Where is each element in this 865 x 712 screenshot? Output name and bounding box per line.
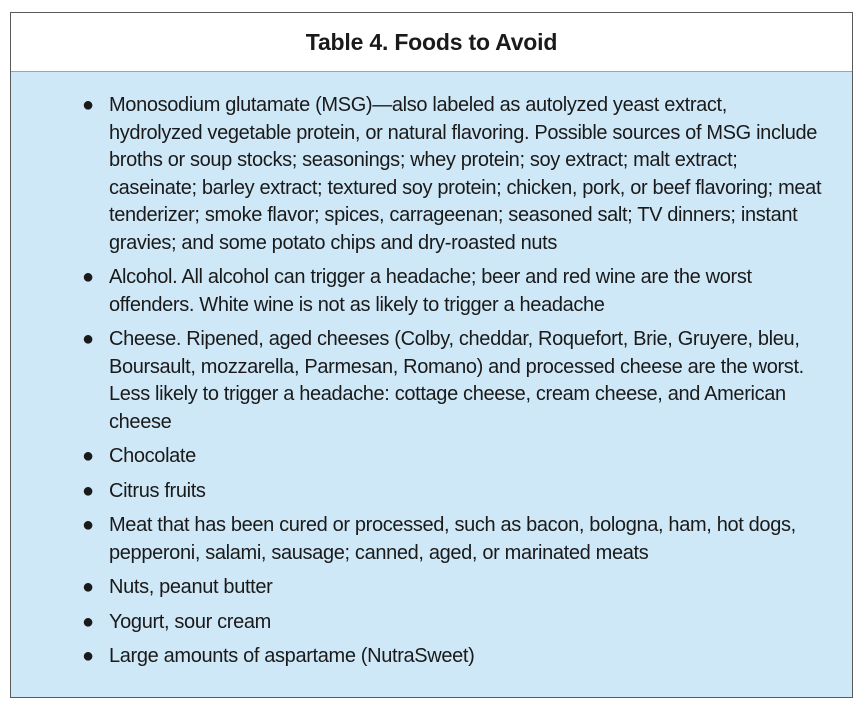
list-item — [82, 643, 822, 671]
bullet-dot-icon: ● — [82, 514, 94, 536]
list-item — [82, 574, 822, 602]
bullet-dot-icon: ● — [82, 479, 94, 502]
list-item-text: Yogurt, sour cream — [109, 610, 271, 633]
list-item — [82, 92, 822, 257]
list-item — [82, 443, 822, 471]
bullet-dot-icon: ● — [82, 328, 94, 350]
list-item — [82, 512, 822, 567]
bullet-dot-icon: ● — [82, 610, 94, 633]
table-title: Table 4. Foods to Avoid — [305, 28, 558, 55]
list-item-text: Chocolate — [109, 445, 196, 467]
list-item — [82, 478, 822, 506]
list-item-text: Alcohol. All alcohol can trigger a headache; beer and red wine are the worst offenders. White wine is not as likely to trigger a headache — [109, 266, 752, 316]
bullet-dot-icon: ● — [82, 645, 94, 667]
table-header — [11, 13, 852, 72]
bullet-dot-icon: ● — [82, 94, 94, 116]
list-item-text: Meat that has been cured or processed, such as bacon, bologna, ham, hot dogs, pepperoni, salami, sausage; canned, aged, or marinated meats — [109, 514, 796, 564]
bullet-dot-icon: ● — [82, 445, 94, 467]
list-item-text: Citrus fruits — [109, 479, 206, 502]
list-item-text: Large amounts of aspartame (NutraSweet) — [109, 645, 475, 667]
foods-to-avoid-table — [10, 12, 853, 698]
list-item-text: Nuts, peanut butter — [109, 576, 273, 598]
list-item — [82, 326, 822, 436]
bullet-dot-icon: ● — [82, 576, 94, 598]
list-item-text: Cheese. Ripened, aged cheeses (Colby, cheddar, Roquefort, Brie, Gruyere, bleu, Boursault, mozzarella, Parmesan, Romano) and processed cheese are the worst. Less likely to trigger a headache: cottage cheese, cream cheese, and American cheese — [109, 328, 804, 433]
bullet-dot-icon: ● — [82, 266, 94, 288]
list-item — [82, 264, 822, 319]
list-item-text: Monosodium glutamate (MSG)—also labeled as autolyzed yeast extract, hydrolyzed vegetable protein, or natural flavoring. Possible sources of MSG include broths or soup stocks; seasonings; whey protein; soy extract; malt extract; caseinate; barley extract; textured soy protein; chicken, pork, or beef flavoring; meat tenderizer; smoke flavor; spices, carrageenan; seasoned salt; TV dinners; instant gravies; and some potato chips and dry-roasted nuts — [109, 94, 822, 254]
list-item — [82, 609, 822, 637]
food-list — [11, 72, 852, 671]
